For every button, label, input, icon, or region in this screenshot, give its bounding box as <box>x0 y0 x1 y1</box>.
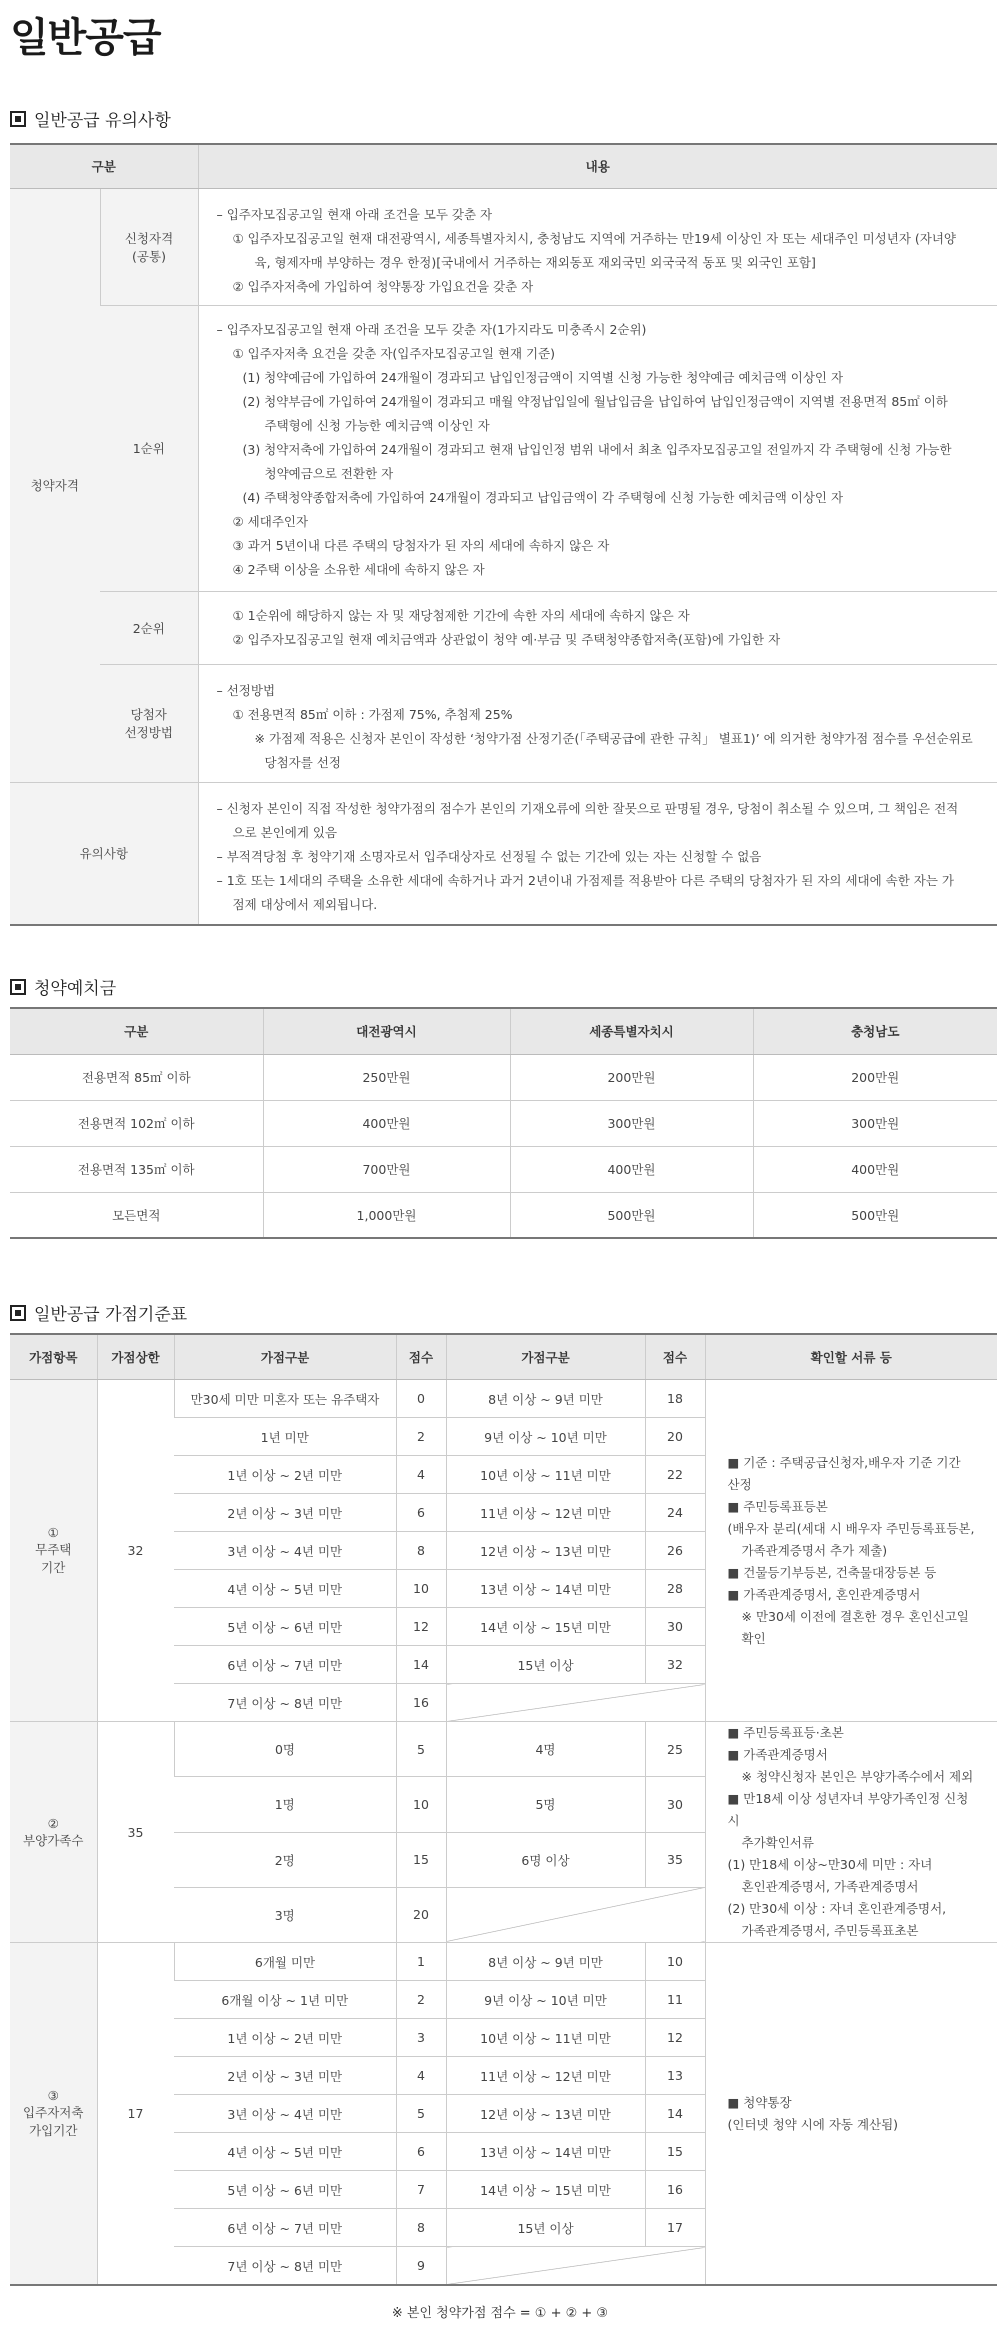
label-line: ① <box>47 1525 59 1540</box>
score-formula-note: ※ 본인 청약가점 점수 = ① + ② + ③ <box>391 2306 609 2321</box>
criteria-cell: 4년 이상 ~ 5년 미만 <box>174 1570 396 1608</box>
note-line: 가족관계증명서 추가 제출) <box>741 1542 888 1558</box>
criteria-cell: 1명 <box>174 1777 396 1832</box>
table-cell: 500만원 <box>753 1192 997 1238</box>
content-line: ② 입주자저축에 가입하여 청약통장 가입요건을 갖춘 자 <box>232 278 534 294</box>
required-documents <box>705 1380 997 1722</box>
page-title: 일반공급 <box>10 15 161 61</box>
score-cell: 30 <box>645 1777 705 1832</box>
note-line: 혼인관계증명서, 가족관계증명서 <box>741 1879 919 1894</box>
score-cell: 3 <box>396 2019 446 2057</box>
score-cell: 30 <box>645 1608 705 1646</box>
note-line: 가족관계증명서, 주민등록표초본 <box>741 1923 919 1938</box>
score-cell: 26 <box>645 1532 705 1570</box>
header-cell: 대전광역시 <box>263 1008 510 1054</box>
table-cell: 전용면적 102㎡ 이하 <box>10 1100 263 1146</box>
criteria-cell: 5년 이상 ~ 6년 미만 <box>174 2171 396 2209</box>
label-line: ③ <box>47 2088 59 2103</box>
score-cell: 1 <box>396 1943 446 1981</box>
table-cell: 300만원 <box>753 1100 997 1146</box>
note-line: ■ 청약통장 <box>727 2094 792 2110</box>
score-cell: 13 <box>645 2057 705 2095</box>
content-line: (3) 청약저축에 가입하여 24개월이 경과되고 현재 납입인정 범위 내에서 최초 입주자모집공고일 전일까지 각 주택형에 신청 가능한 <box>242 441 952 457</box>
label-line: 기간 <box>41 1560 66 1575</box>
score-cell: 15 <box>645 2133 705 2171</box>
note-line: ■ 가족관계증명서 <box>727 1747 828 1762</box>
content-line: – 1호 또는 1세대의 주택을 소유한 세대에 속하거나 과거 2년이내 가점제를 적용받아 다른 주택의 당첨자가 된 자의 세대에 속한 자는 가 <box>216 872 954 888</box>
score-cell: 35 <box>645 1832 705 1887</box>
content-line: ③ 과거 5년이내 다른 주택의 당첨자가 된 자의 세대에 속하지 않은 자 <box>232 537 610 553</box>
content-line: – 입주자모집공고일 현재 아래 조건을 모두 갖춘 자(1가지라도 미충족시 2순위) <box>216 321 647 337</box>
score-cell: 8 <box>396 1532 446 1570</box>
label-line: 무주택 <box>35 1542 72 1557</box>
table-cell: 200만원 <box>753 1054 997 1100</box>
group-dependents <box>10 1722 997 1943</box>
table-cell: 전용면적 135㎡ 이하 <box>10 1146 263 1192</box>
content-line: 으로 본인에게 있음 <box>232 824 338 840</box>
score-cell: 7 <box>396 2171 446 2209</box>
required-documents <box>705 1722 997 1943</box>
score-cell: 12 <box>396 1608 446 1646</box>
criteria-cell: 13년 이상 ~ 14년 미만 <box>446 2133 645 2171</box>
content-selection <box>198 664 997 782</box>
note-line: (인터넷 청약 시에 자동 계산됨) <box>727 2116 899 2132</box>
content-line: ① 전용면적 85㎡ 이하 : 가점제 75%, 추첨제 25% <box>232 706 513 722</box>
content-line: (4) 주택청약종합저축에 가입하여 24개월이 경과되고 납입금액이 각 주택형에 신청 가능한 예치금액 이상인 자 <box>242 489 844 505</box>
criteria-cell: 4년 이상 ~ 5년 미만 <box>174 2133 396 2171</box>
header-cell: 확인할 서류 등 <box>705 1334 997 1380</box>
note-line: (2) 만30세 이상 : 자녀 혼인관계증명서, <box>727 1901 947 1916</box>
score-cell: 18 <box>645 1380 705 1418</box>
category-label <box>10 1943 97 2286</box>
header-cell: 점수 <box>645 1334 705 1380</box>
criteria-cell: 5명 <box>446 1777 645 1832</box>
required-documents <box>705 1943 997 2286</box>
content-line: 청약예금으로 전환한 자 <box>264 465 394 481</box>
score-cell: 12 <box>645 2019 705 2057</box>
criteria-cell: 15년 이상 <box>446 2209 645 2247</box>
criteria-cell: 2명 <box>174 1832 396 1887</box>
score-cell: 20 <box>396 1887 446 1942</box>
criteria-cell: 8년 이상 ~ 9년 미만 <box>446 1380 645 1418</box>
row-label-selection <box>100 664 198 782</box>
header-cell: 가점상한 <box>97 1334 174 1380</box>
empty-diagonal-cell <box>446 2247 705 2286</box>
table-cell: 400만원 <box>753 1146 997 1192</box>
score-cell: 17 <box>645 2209 705 2247</box>
note-line: (1) 만18세 이상~만30세 미만 : 자녀 <box>727 1857 933 1872</box>
content-line: 주택형에 신청 가능한 예치금액 이상인 자 <box>264 417 490 433</box>
criteria-cell: 11년 이상 ~ 12년 미만 <box>446 1494 645 1532</box>
max-score: 35 <box>97 1722 174 1943</box>
score-cell: 4 <box>396 2057 446 2095</box>
square-bullet-icon <box>10 1305 26 1321</box>
max-score: 32 <box>97 1380 174 1722</box>
criteria-cell: 14년 이상 ~ 15년 미만 <box>446 2171 645 2209</box>
content-line: ④ 2주택 이상을 소유한 세대에 속하지 않은 자 <box>232 561 485 577</box>
table-row <box>10 1100 997 1146</box>
note-line: ※ 청약신청자 본인은 부양가족수에서 제외 <box>741 1769 974 1784</box>
header-cell: 가점구분 <box>446 1334 645 1380</box>
table-row <box>10 1054 997 1100</box>
table-cell: 1,000만원 <box>263 1192 510 1238</box>
header-cell: 가점구분 <box>174 1334 396 1380</box>
score-cell: 10 <box>645 1943 705 1981</box>
content-common <box>198 188 997 305</box>
criteria-cell: 14년 이상 ~ 15년 미만 <box>446 1608 645 1646</box>
criteria-cell: 만30세 미만 미혼자 또는 유주택자 <box>174 1380 396 1418</box>
score-cell: 9 <box>396 2247 446 2286</box>
note-line: ■ 주민등록표등본 <box>727 1498 828 1514</box>
criteria-cell: 12년 이상 ~ 13년 미만 <box>446 1532 645 1570</box>
row-label-first-rank: 1순위 <box>100 305 198 591</box>
note-line: ■ 기준 : 주택공급신청자,배우자 기준 기간 산정 <box>727 1454 961 1492</box>
category-label <box>10 1380 97 1722</box>
content-second-rank <box>198 591 997 664</box>
row-label-common <box>100 188 198 305</box>
score-cell: 8 <box>396 2209 446 2247</box>
score-cell: 5 <box>396 2095 446 2133</box>
criteria-cell: 1년 미만 <box>174 1418 396 1456</box>
criteria-cell: 3년 이상 ~ 4년 미만 <box>174 2095 396 2133</box>
deposit-table <box>10 1007 997 1239</box>
criteria-cell: 9년 이상 ~ 10년 미만 <box>446 1981 645 2019</box>
score-cell: 0 <box>396 1380 446 1418</box>
label-line: 선정방법 <box>124 725 173 740</box>
criteria-cell: 1년 이상 ~ 2년 미만 <box>174 1456 396 1494</box>
table-cell: 300만원 <box>510 1100 753 1146</box>
content-line: ① 1순위에 해당하지 않는 자 및 재당첨제한 기간에 속한 자의 세대에 속하지 않은 자 <box>232 607 690 623</box>
score-cell: 11 <box>645 1981 705 2019</box>
table-row <box>10 1943 997 1981</box>
criteria-cell: 10년 이상 ~ 11년 미만 <box>446 2019 645 2057</box>
criteria-cell: 10년 이상 ~ 11년 미만 <box>446 1456 645 1494</box>
criteria-cell: 15년 이상 <box>446 1646 645 1684</box>
content-line: ① 입주자모집공고일 현재 대전광역시, 세종특별자치시, 충청남도 지역에 거주하는 만19세 이상인 자 또는 세대주인 미성년자 (자녀양 <box>232 230 956 246</box>
score-cell: 15 <box>396 1832 446 1887</box>
content-line: (1) 청약예금에 가입하여 24개월이 경과되고 납입인정금액이 지역별 신청 가능한 청약예금 예치금액 이상인 자 <box>242 369 844 385</box>
content-notes <box>198 782 997 925</box>
content-line: 점제 대상에서 제외됩니다. <box>232 896 378 912</box>
notice-table <box>10 143 997 926</box>
content-line: ※ 가점제 적용은 신청자 본인이 작성한 ‘청약가점 산정기준(「주택공급에 관한 규칙」 별표1)’ 에 의거한 청약가점 점수를 우선순위로 <box>254 730 973 746</box>
label-line: 당첨자 <box>130 707 167 722</box>
score-cell: 6 <box>396 2133 446 2171</box>
note-line: ■ 건물등기부등본, 건축물대장등본 등 <box>727 1564 937 1580</box>
deposit-rows <box>10 1054 997 1238</box>
criteria-cell: 11년 이상 ~ 12년 미만 <box>446 2057 645 2095</box>
score-cell: 4 <box>396 1456 446 1494</box>
header-gubun: 구분 <box>10 144 198 188</box>
square-bullet-icon <box>10 979 26 995</box>
content-line: (2) 청약부금에 가입하여 24개월이 경과되고 매월 약정납입일에 월납입금을 납입하여 납입인정금액이 지역별 전용면적 85㎡ 이하 <box>242 393 948 409</box>
score-cell: 14 <box>396 1646 446 1684</box>
criteria-cell: 1년 이상 ~ 2년 미만 <box>174 2019 396 2057</box>
category-qualification: 청약자격 <box>10 188 100 782</box>
content-line: – 입주자모집공고일 현재 아래 조건을 모두 갖춘 자 <box>216 206 493 222</box>
section-title-text: 청약예치금 <box>34 979 117 999</box>
criteria-cell: 13년 이상 ~ 14년 미만 <box>446 1570 645 1608</box>
header-cell: 점수 <box>396 1334 446 1380</box>
label-line: 신청자격 <box>124 230 174 246</box>
label-line: (공통) <box>132 248 166 264</box>
label-line: 입주자저축 <box>23 2105 84 2120</box>
category-label <box>10 1722 97 1943</box>
criteria-cell: 2년 이상 ~ 3년 미만 <box>174 1494 396 1532</box>
content-line: – 신청자 본인이 직접 작성한 청약가점의 점수가 본인의 기재오류에 의한 잘못으로 판명될 경우, 당첨이 취소될 수 있으며, 그 책임은 전적 <box>216 800 959 816</box>
empty-diagonal-cell <box>446 1684 705 1722</box>
group-savings <box>10 1943 997 2286</box>
table-cell: 700만원 <box>263 1146 510 1192</box>
table-row <box>10 1722 997 1777</box>
criteria-cell: 7년 이상 ~ 8년 미만 <box>174 2247 396 2286</box>
score-cell: 25 <box>645 1722 705 1777</box>
content-line: ① 입주자저축 요건을 갖춘 자(입주자모집공고일 현재 기준) <box>232 345 556 361</box>
header-cell: 세종특별자치시 <box>510 1008 753 1054</box>
table-row <box>10 1146 997 1192</box>
note-line: (배우자 분리(세대 시 배우자 주민등록표등본, <box>727 1520 975 1536</box>
table-cell: 200만원 <box>510 1054 753 1100</box>
score-cell: 14 <box>645 2095 705 2133</box>
score-cell: 10 <box>396 1570 446 1608</box>
content-line: ② 세대주인자 <box>232 513 309 529</box>
header-content: 내용 <box>198 144 997 188</box>
score-cell: 22 <box>645 1456 705 1494</box>
criteria-cell: 6명 이상 <box>446 1832 645 1887</box>
row-label-notes: 유의사항 <box>10 782 198 925</box>
score-cell: 6 <box>396 1494 446 1532</box>
table-row <box>10 1192 997 1238</box>
criteria-cell: 2년 이상 ~ 3년 미만 <box>174 2057 396 2095</box>
criteria-cell: 7년 이상 ~ 8년 미만 <box>174 1684 396 1722</box>
criteria-cell: 6년 이상 ~ 7년 미만 <box>174 2209 396 2247</box>
table-cell: 400만원 <box>510 1146 753 1192</box>
content-line: ② 입주자모집공고일 현재 예치금액과 상관없이 청약 예·부금 및 주택청약종합저축(포함)에 가입한 자 <box>232 631 781 647</box>
row-label-second-rank: 2순위 <box>100 591 198 664</box>
score-cell: 16 <box>645 2171 705 2209</box>
label-line: 부양가족수 <box>23 1832 84 1848</box>
note-line: ■ 주민등록표등·초본 <box>727 1725 844 1740</box>
section-title-score <box>10 1300 187 1325</box>
criteria-cell: 4명 <box>446 1722 645 1777</box>
criteria-cell: 12년 이상 ~ 13년 미만 <box>446 2095 645 2133</box>
content-line: – 부적격당첨 후 청약기재 소명자로서 입주대상자로 선정될 수 없는 기간에 있는 자는 신청할 수 없음 <box>216 848 762 864</box>
note-line: 확인 <box>741 1630 766 1646</box>
square-bullet-icon <box>10 111 26 127</box>
score-cell: 5 <box>396 1722 446 1777</box>
criteria-cell: 5년 이상 ~ 6년 미만 <box>174 1608 396 1646</box>
note-line: ※ 만30세 이전에 결혼한 경우 혼인신고일 <box>741 1608 969 1624</box>
table-cell: 400만원 <box>263 1100 510 1146</box>
header-cell: 가점항목 <box>10 1334 97 1380</box>
score-table <box>10 1333 997 2286</box>
note-line: ■ 가족관계증명서, 혼인관계증명서 <box>727 1586 921 1602</box>
table-cell: 500만원 <box>510 1192 753 1238</box>
table-cell: 전용면적 85㎡ 이하 <box>10 1054 263 1100</box>
section-title-text: 일반공급 유의사항 <box>34 111 171 131</box>
criteria-cell: 3명 <box>174 1887 396 1942</box>
content-line: – 선정방법 <box>216 682 276 698</box>
score-cell: 24 <box>645 1494 705 1532</box>
score-cell: 28 <box>645 1570 705 1608</box>
score-cell: 32 <box>645 1646 705 1684</box>
table-cell: 250만원 <box>263 1054 510 1100</box>
content-line: 당첨자를 선정 <box>264 754 341 770</box>
criteria-cell: 3년 이상 ~ 4년 미만 <box>174 1532 396 1570</box>
content-line: 육, 형제자매 부양하는 경우 한정)[국내에서 거주하는 재외동포 재외국민 외국국적 동포 및 외국인 포함] <box>254 254 816 270</box>
table-cell: 모든면적 <box>10 1192 263 1238</box>
header-cell: 구분 <box>10 1008 263 1054</box>
empty-diagonal-cell <box>446 1887 705 1942</box>
criteria-cell: 6년 이상 ~ 7년 미만 <box>174 1646 396 1684</box>
header-cell: 충청남도 <box>753 1008 997 1054</box>
max-score: 17 <box>97 1943 174 2286</box>
score-cell: 2 <box>396 1981 446 2019</box>
criteria-cell: 8년 이상 ~ 9년 미만 <box>446 1943 645 1981</box>
content-first-rank <box>198 305 997 591</box>
section-title-deposit <box>10 974 116 999</box>
score-cell: 10 <box>396 1777 446 1832</box>
note-line: 추가확인서류 <box>741 1835 814 1850</box>
score-cell: 20 <box>645 1418 705 1456</box>
criteria-cell: 6개월 미만 <box>174 1943 396 1981</box>
label-line: ② <box>47 1815 59 1831</box>
section-title-text: 일반공급 가점기준표 <box>34 1305 188 1325</box>
score-cell: 16 <box>396 1684 446 1722</box>
criteria-cell: 6개월 이상 ~ 1년 미만 <box>174 1981 396 2019</box>
table-row <box>10 1380 997 1418</box>
criteria-cell: 9년 이상 ~ 10년 미만 <box>446 1418 645 1456</box>
criteria-cell: 0명 <box>174 1722 396 1777</box>
section-title-notice <box>10 106 171 131</box>
group-homeless <box>10 1380 997 1722</box>
score-cell: 2 <box>396 1418 446 1456</box>
note-line: ■ 만18세 이상 성년자녀 부양가족인정 신청 시 <box>727 1791 969 1828</box>
label-line: 가입기간 <box>29 2123 78 2138</box>
